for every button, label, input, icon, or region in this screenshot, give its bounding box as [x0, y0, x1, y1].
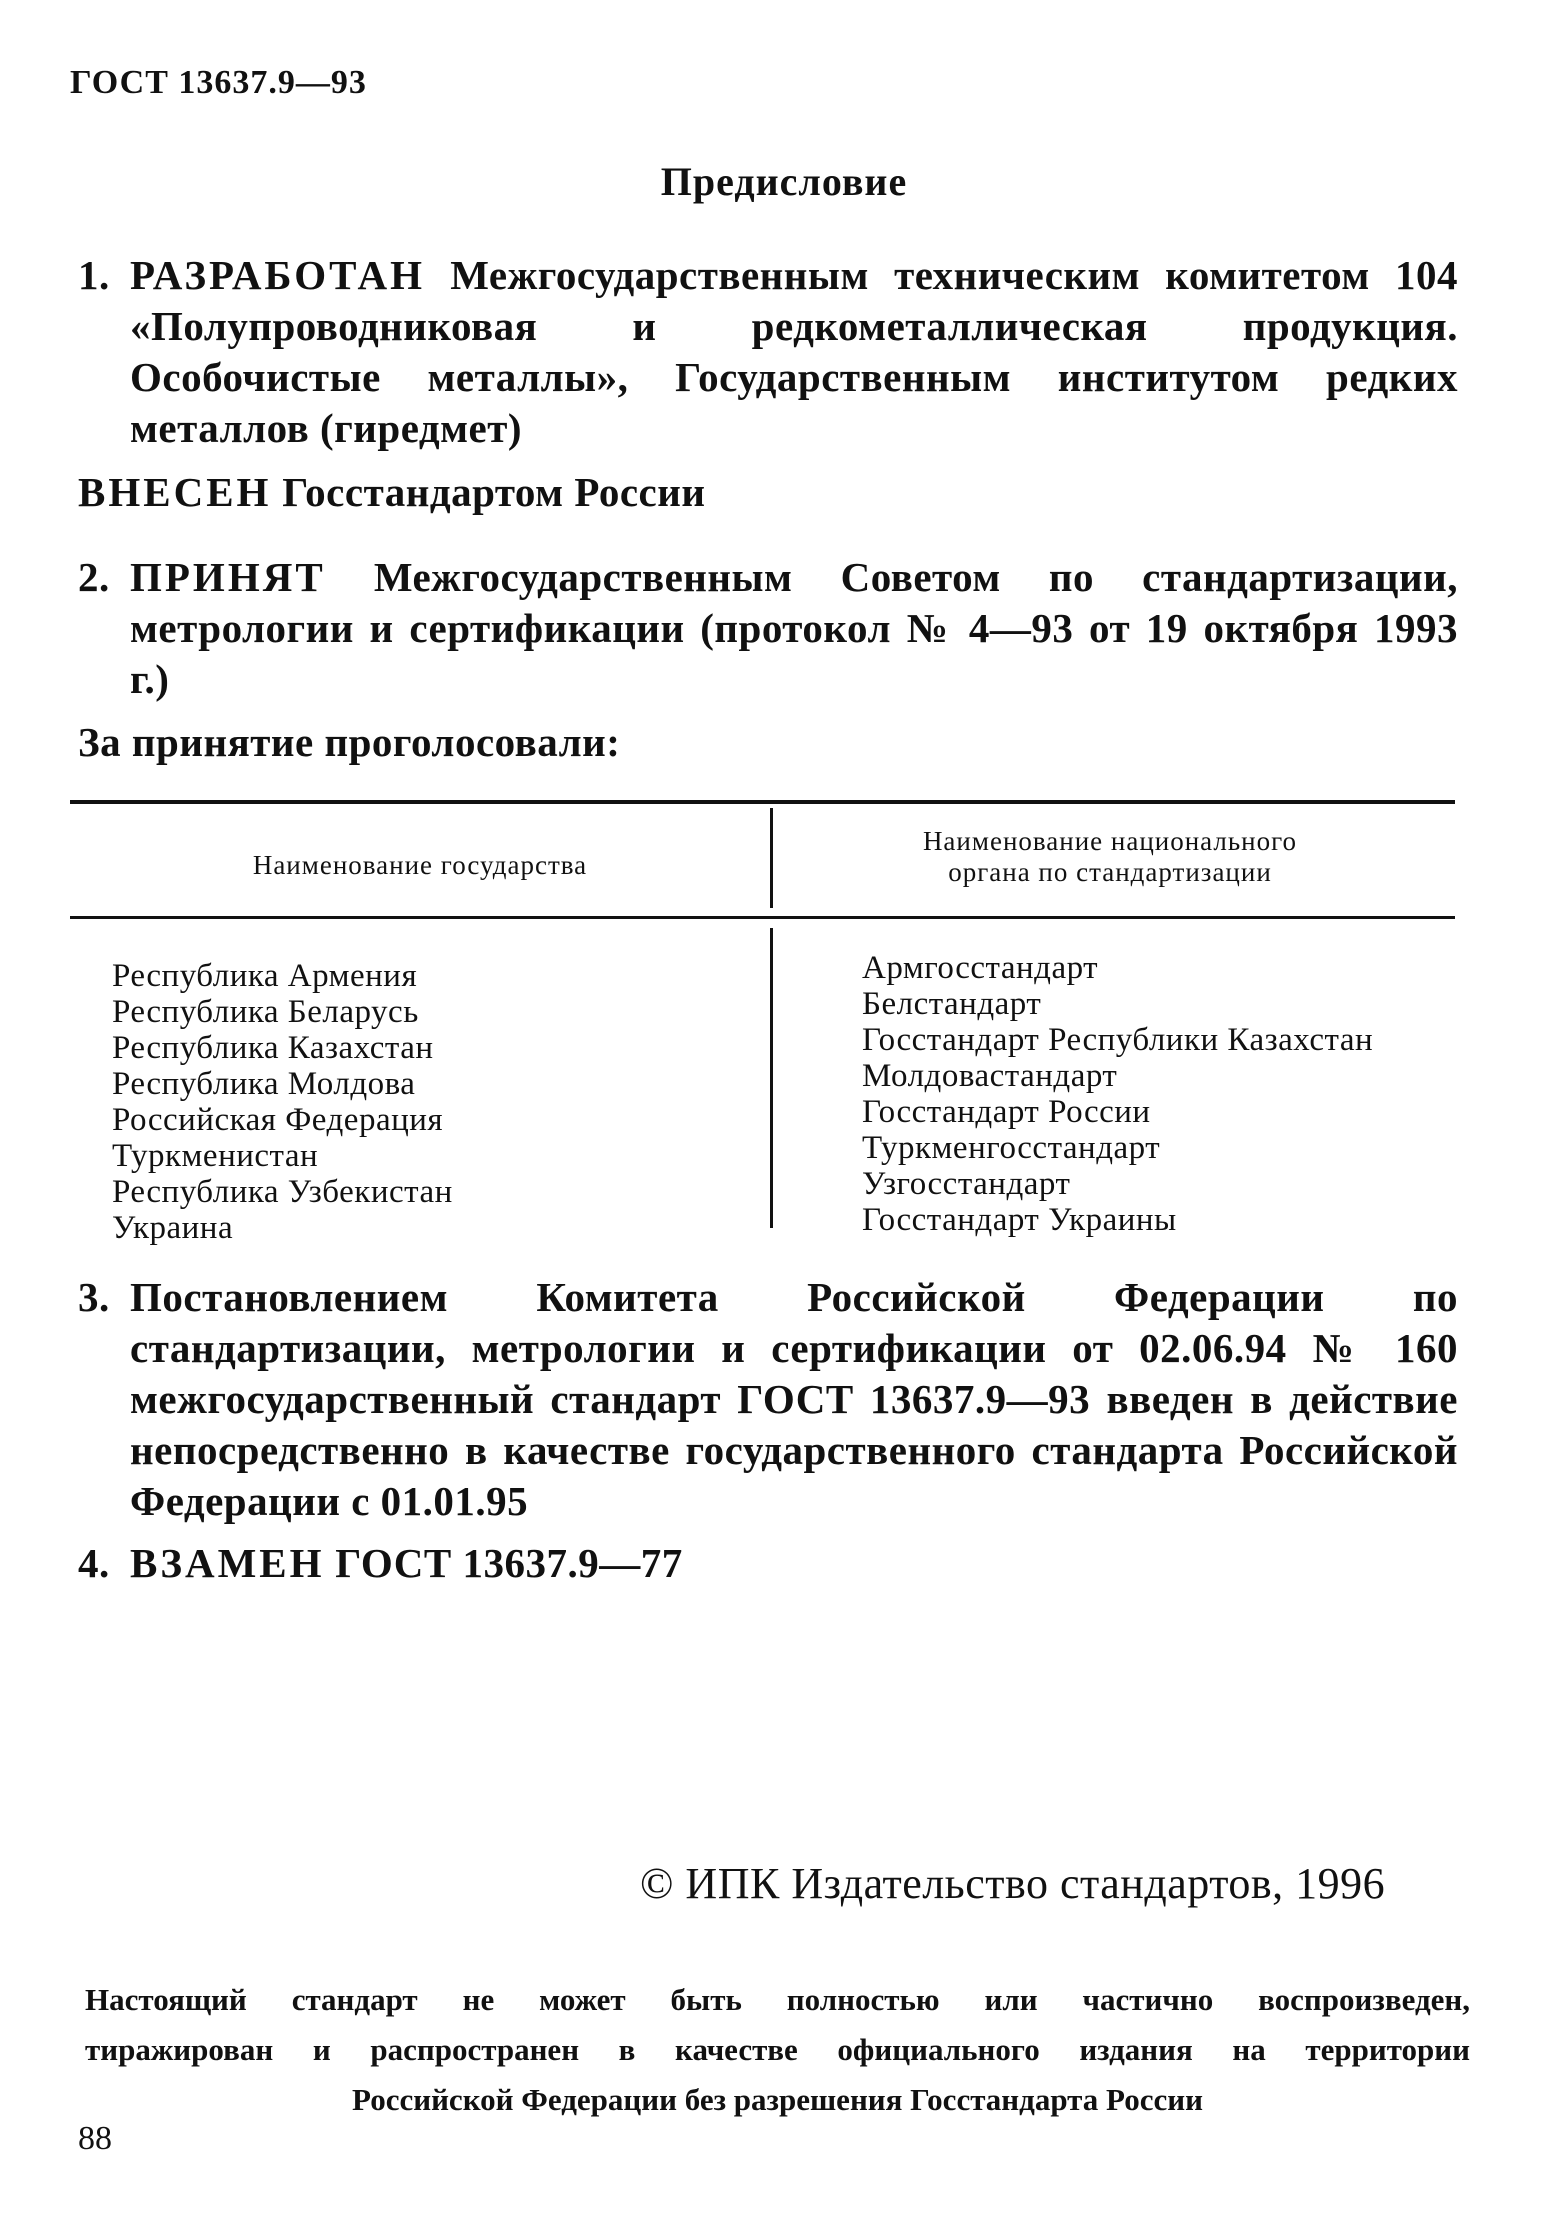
- item-adopted: [78, 552, 1458, 705]
- list-item: Республика Узбекистан: [112, 1174, 453, 1210]
- item-number: 1.: [78, 252, 110, 298]
- list-item: Армгосстандарт: [862, 950, 1099, 986]
- item-keyword: ВНЕСЕН: [78, 469, 272, 515]
- list-item: Узгосстандарт: [862, 1166, 1071, 1202]
- item-introduced: [78, 468, 706, 516]
- notice-line: тиражирован и распространен в качестве официального издания на территории: [85, 2032, 1470, 2067]
- item-keyword: РАЗРАБОТАН: [130, 252, 425, 298]
- item-decree: [78, 1272, 1458, 1527]
- table-top-rule: [70, 800, 1455, 804]
- list-item: Госстандарт Украины: [862, 1202, 1177, 1238]
- page-number: 88: [78, 2120, 112, 2157]
- standard-code: ГОСТ 13637.9—93: [70, 64, 367, 101]
- item-text: ГОСТ 13637.9—77: [324, 1540, 683, 1586]
- item-text: Госстандартом России: [271, 469, 706, 515]
- item-keyword: ВЗАМЕН: [130, 1540, 325, 1586]
- column-header-body: Наименование национального органа по стандартизации: [922, 826, 1298, 887]
- list-item: Туркменгосстандарт: [862, 1130, 1161, 1166]
- item-number: 2.: [78, 554, 110, 600]
- list-item: Республика Казахстан: [112, 1030, 434, 1066]
- item-body: [130, 250, 1458, 454]
- table-header-rule: [70, 916, 1455, 919]
- list-item: Республика Армения: [112, 958, 418, 994]
- item-number: 3.: [78, 1274, 110, 1320]
- item-text: Межгосударственным Советом по стандартизации, метрологии и сертификации (протокол № 4—93 от 19 октября 1993 г.): [130, 554, 1458, 702]
- state-list: [112, 958, 453, 1246]
- item-number: 4.: [78, 1540, 110, 1586]
- list-item: Госстандарт России: [862, 1094, 1151, 1130]
- list-item: Белстандарт: [862, 986, 1042, 1022]
- item-body: Постановлением Комитета Российской Федерации по стандартизации, метрологии и сертификации от 02.06.94 № 160 межгосударственный стандарт ГОСТ 13637.9—93 введен в действие непосредственно в качестве государственного стандарта Российской Федерации с 01.01.95: [130, 1274, 1458, 1524]
- notice-line: Настоящий стандарт не может быть полностью или частично воспроизведен,: [85, 1982, 1470, 2017]
- table-column-divider: [770, 808, 773, 908]
- item-developed: [78, 250, 1458, 454]
- item-body: [130, 552, 1458, 705]
- item-body: [130, 1538, 1458, 1589]
- standards-body-list: [862, 950, 1373, 1238]
- copyright-line: © ИПК Издательство стандартов, 1996: [640, 1859, 1386, 1908]
- list-item: Республика Молдова: [112, 1066, 416, 1102]
- column-header-state: Наименование государства: [252, 850, 588, 880]
- voted-heading: За принятие проголосовали:: [78, 719, 621, 765]
- reproduction-notice: [85, 1975, 1470, 2125]
- table-column-divider-body: [770, 928, 773, 1228]
- item-keyword: ПРИНЯТ: [130, 554, 326, 600]
- page-title: Предисловие: [660, 159, 908, 204]
- item-replaces: [78, 1538, 1458, 1589]
- list-item: Республика Беларусь: [112, 994, 419, 1030]
- list-item: Российская Федерация: [112, 1102, 444, 1138]
- list-item: Госстандарт Республики Казахстан: [862, 1022, 1374, 1058]
- list-item: Туркменистан: [112, 1138, 319, 1174]
- list-item: Украина: [112, 1210, 234, 1246]
- item-text: Межгосударственным техническим комитетом 104 «Полупроводниковая и редкометаллическая продукция. Особочистые металлы», Государственным институтом редких металлов (гиредмет): [130, 252, 1458, 451]
- list-item: Молдовастандарт: [862, 1058, 1118, 1094]
- notice-line: Российской Федерации без разрешения Госстандарта России: [352, 2082, 1203, 2117]
